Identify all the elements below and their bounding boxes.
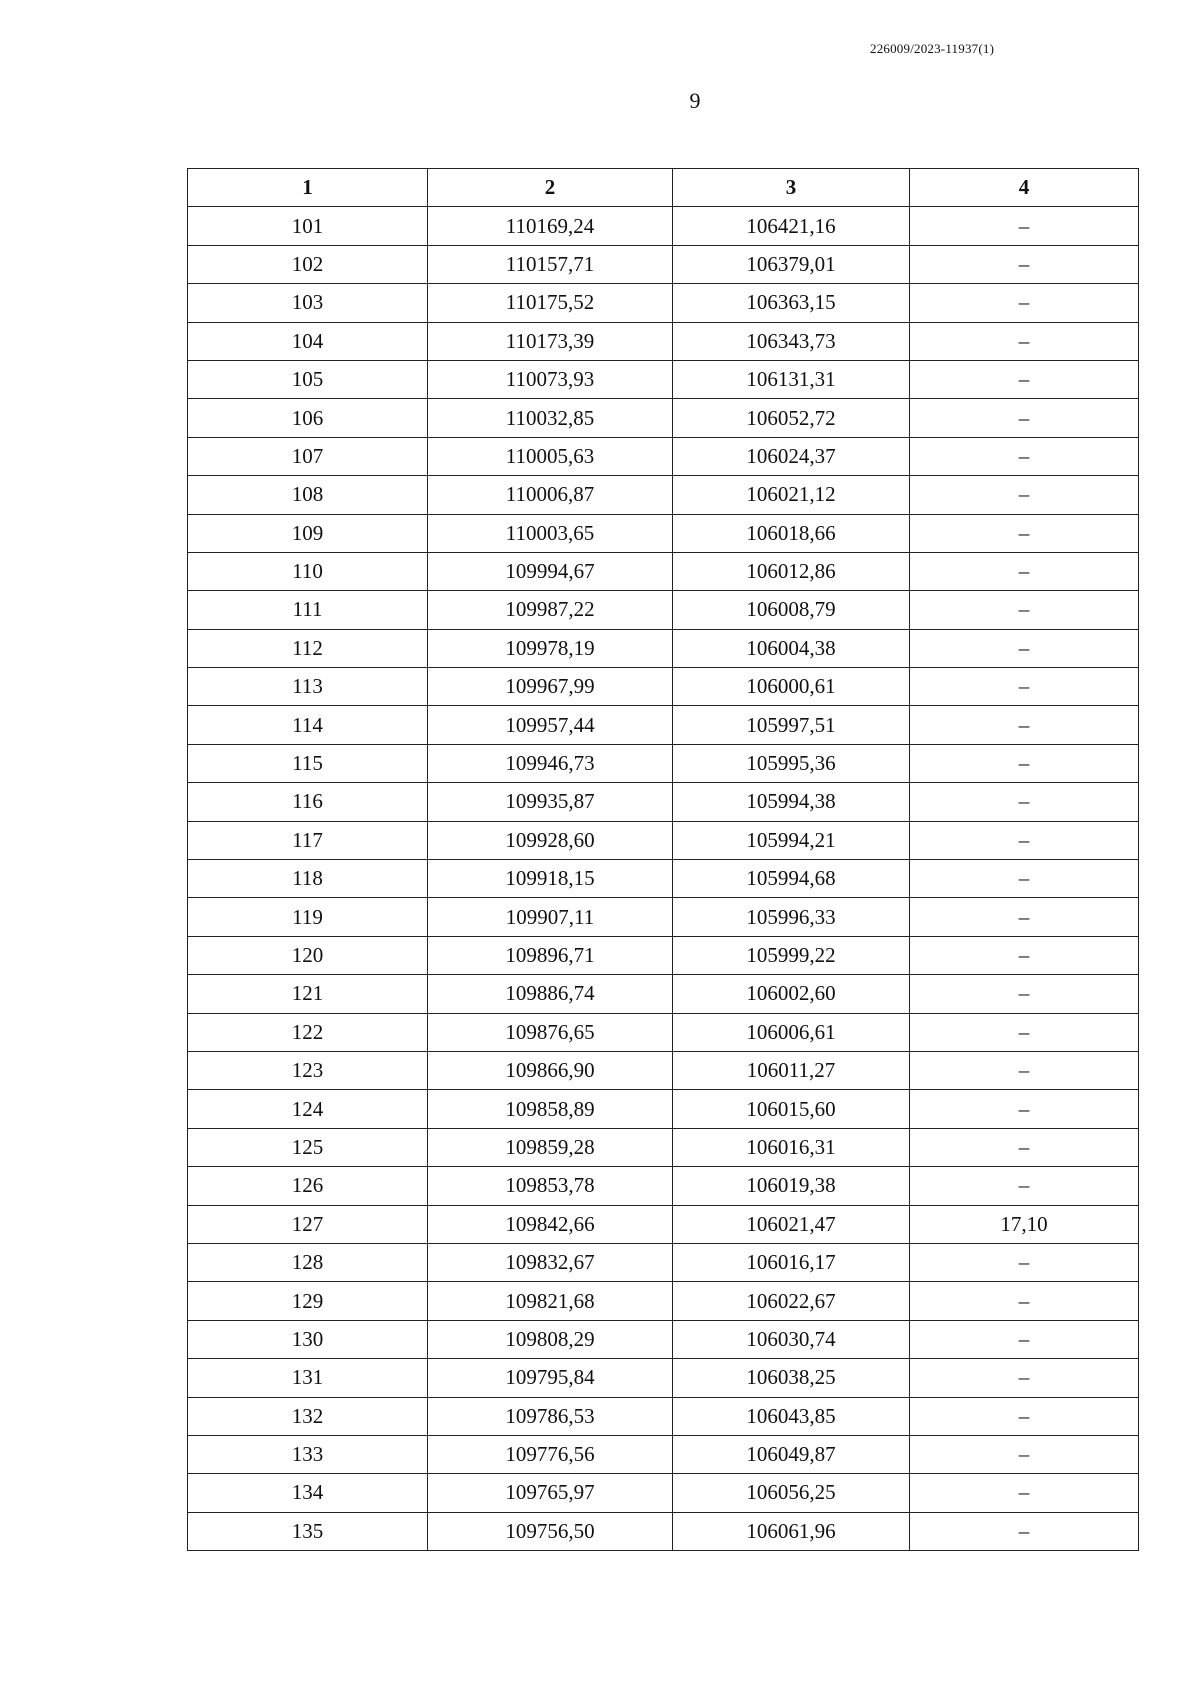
value-cell: –: [910, 1397, 1139, 1435]
coord-y-cell: 106019,38: [673, 1167, 910, 1205]
coord-x-cell: 109935,87: [428, 783, 673, 821]
value-cell: –: [910, 629, 1139, 667]
table-row: [188, 207, 1139, 245]
coord-y-cell: 105997,51: [673, 706, 910, 744]
value-cell: 17,10: [910, 1205, 1139, 1243]
value-cell: –: [910, 1474, 1139, 1512]
table-row: [188, 1397, 1139, 1435]
coord-x-cell: 109967,99: [428, 668, 673, 706]
point-number-cell: 104: [188, 322, 428, 360]
value-cell: –: [910, 360, 1139, 398]
column-header-2: 2: [428, 169, 673, 207]
coord-x-cell: 109765,97: [428, 1474, 673, 1512]
point-number-cell: 121: [188, 975, 428, 1013]
table-row: [188, 783, 1139, 821]
table-row: [188, 552, 1139, 590]
coord-y-cell: 106022,67: [673, 1282, 910, 1320]
point-number-cell: 111: [188, 591, 428, 629]
point-number-cell: 135: [188, 1512, 428, 1550]
point-number-cell: 119: [188, 898, 428, 936]
coord-y-cell: 105994,38: [673, 783, 910, 821]
value-cell: –: [910, 437, 1139, 475]
point-number-cell: 113: [188, 668, 428, 706]
table-row: [188, 322, 1139, 360]
coord-y-cell: 106363,15: [673, 284, 910, 322]
value-cell: –: [910, 284, 1139, 322]
value-cell: –: [910, 1013, 1139, 1051]
coord-x-cell: 109876,65: [428, 1013, 673, 1051]
table-row: [188, 898, 1139, 936]
value-cell: –: [910, 552, 1139, 590]
point-number-cell: 133: [188, 1435, 428, 1473]
table-row: [188, 821, 1139, 859]
coord-y-cell: 106011,27: [673, 1051, 910, 1089]
value-cell: –: [910, 936, 1139, 974]
coord-x-cell: 110173,39: [428, 322, 673, 360]
page-number: 9: [689, 88, 701, 113]
table-row: [188, 668, 1139, 706]
coord-y-cell: 106024,37: [673, 437, 910, 475]
value-cell: –: [910, 706, 1139, 744]
table-row: [188, 1205, 1139, 1243]
coord-y-cell: 106049,87: [673, 1435, 910, 1473]
table-row: [188, 514, 1139, 552]
coord-y-cell: 106421,16: [673, 207, 910, 245]
point-number-cell: 106: [188, 399, 428, 437]
point-number-cell: 129: [188, 1282, 428, 1320]
table-row: [188, 1474, 1139, 1512]
point-number-cell: 130: [188, 1320, 428, 1358]
table-row: [188, 1051, 1139, 1089]
value-cell: –: [910, 591, 1139, 629]
table-header-row: [188, 169, 1139, 207]
table-row: [188, 591, 1139, 629]
point-number-cell: 127: [188, 1205, 428, 1243]
coord-y-cell: 105994,21: [673, 821, 910, 859]
point-number-cell: 103: [188, 284, 428, 322]
coord-y-cell: 106379,01: [673, 245, 910, 283]
coord-x-cell: 109808,29: [428, 1320, 673, 1358]
coord-y-cell: 105996,33: [673, 898, 910, 936]
value-cell: –: [910, 975, 1139, 1013]
table-row: [188, 1013, 1139, 1051]
coord-x-cell: 110073,93: [428, 360, 673, 398]
value-cell: –: [910, 860, 1139, 898]
coord-y-cell: 105999,22: [673, 936, 910, 974]
coord-y-cell: 106000,61: [673, 668, 910, 706]
point-number-cell: 105: [188, 360, 428, 398]
table-row: [188, 1512, 1139, 1550]
coord-y-cell: 106030,74: [673, 1320, 910, 1358]
coord-x-cell: 110175,52: [428, 284, 673, 322]
table-row: [188, 476, 1139, 514]
coord-y-cell: 106061,96: [673, 1512, 910, 1550]
coord-y-cell: 106043,85: [673, 1397, 910, 1435]
coord-y-cell: 106343,73: [673, 322, 910, 360]
table-row: [188, 360, 1139, 398]
point-number-cell: 110: [188, 552, 428, 590]
coord-y-cell: 106021,12: [673, 476, 910, 514]
coord-x-cell: 109795,84: [428, 1359, 673, 1397]
value-cell: –: [910, 1051, 1139, 1089]
coord-x-cell: 109886,74: [428, 975, 673, 1013]
value-cell: –: [910, 1128, 1139, 1166]
coord-x-cell: 109866,90: [428, 1051, 673, 1089]
table-row: [188, 1359, 1139, 1397]
coord-x-cell: 109946,73: [428, 744, 673, 782]
point-number-cell: 126: [188, 1167, 428, 1205]
table-row: [188, 629, 1139, 667]
value-cell: –: [910, 898, 1139, 936]
coordinates-table: [187, 168, 1139, 1551]
coord-x-cell: 109832,67: [428, 1243, 673, 1281]
column-header-1: 1: [188, 169, 428, 207]
value-cell: –: [910, 744, 1139, 782]
value-cell: –: [910, 668, 1139, 706]
table-row: [188, 1282, 1139, 1320]
point-number-cell: 128: [188, 1243, 428, 1281]
table-row: [188, 1128, 1139, 1166]
coord-x-cell: 110005,63: [428, 437, 673, 475]
value-cell: –: [910, 322, 1139, 360]
coord-x-cell: 109994,67: [428, 552, 673, 590]
coord-y-cell: 105995,36: [673, 744, 910, 782]
column-header-4: 4: [910, 169, 1139, 207]
value-cell: –: [910, 399, 1139, 437]
coord-y-cell: 106052,72: [673, 399, 910, 437]
coord-y-cell: 106006,61: [673, 1013, 910, 1051]
point-number-cell: 115: [188, 744, 428, 782]
coord-x-cell: 109957,44: [428, 706, 673, 744]
coord-x-cell: 109928,60: [428, 821, 673, 859]
coord-y-cell: 106015,60: [673, 1090, 910, 1128]
point-number-cell: 122: [188, 1013, 428, 1051]
table-row: [188, 1320, 1139, 1358]
point-number-cell: 109: [188, 514, 428, 552]
point-number-cell: 120: [188, 936, 428, 974]
coord-x-cell: 109842,66: [428, 1205, 673, 1243]
coord-y-cell: 106012,86: [673, 552, 910, 590]
coord-y-cell: 106016,17: [673, 1243, 910, 1281]
value-cell: –: [910, 476, 1139, 514]
coord-x-cell: 110169,24: [428, 207, 673, 245]
table-row: [188, 1435, 1139, 1473]
coord-x-cell: 109918,15: [428, 860, 673, 898]
coord-x-cell: 110003,65: [428, 514, 673, 552]
point-number-cell: 117: [188, 821, 428, 859]
coord-x-cell: 109896,71: [428, 936, 673, 974]
point-number-cell: 131: [188, 1359, 428, 1397]
coord-y-cell: 106131,31: [673, 360, 910, 398]
coord-x-cell: 110006,87: [428, 476, 673, 514]
coord-x-cell: 109821,68: [428, 1282, 673, 1320]
table-row: [188, 936, 1139, 974]
table-row: [188, 399, 1139, 437]
point-number-cell: 102: [188, 245, 428, 283]
table-row: [188, 860, 1139, 898]
coord-x-cell: 110157,71: [428, 245, 673, 283]
point-number-cell: 114: [188, 706, 428, 744]
point-number-cell: 118: [188, 860, 428, 898]
coord-y-cell: 106018,66: [673, 514, 910, 552]
point-number-cell: 101: [188, 207, 428, 245]
table-row: [188, 975, 1139, 1013]
value-cell: –: [910, 514, 1139, 552]
value-cell: –: [910, 783, 1139, 821]
document-id: 226009/2023-11937(1): [870, 41, 995, 56]
coord-x-cell: 110032,85: [428, 399, 673, 437]
coord-y-cell: 105994,68: [673, 860, 910, 898]
coord-x-cell: 109987,22: [428, 591, 673, 629]
coord-x-cell: 109858,89: [428, 1090, 673, 1128]
coord-y-cell: 106016,31: [673, 1128, 910, 1166]
column-header-3: 3: [673, 169, 910, 207]
value-cell: –: [910, 821, 1139, 859]
table-row: [188, 1243, 1139, 1281]
point-number-cell: 112: [188, 629, 428, 667]
point-number-cell: 108: [188, 476, 428, 514]
coord-y-cell: 106004,38: [673, 629, 910, 667]
value-cell: –: [910, 1435, 1139, 1473]
value-cell: –: [910, 207, 1139, 245]
value-cell: –: [910, 1243, 1139, 1281]
value-cell: –: [910, 245, 1139, 283]
coord-y-cell: 106008,79: [673, 591, 910, 629]
table-row: [188, 284, 1139, 322]
coord-y-cell: 106056,25: [673, 1474, 910, 1512]
coord-x-cell: 109853,78: [428, 1167, 673, 1205]
value-cell: –: [910, 1090, 1139, 1128]
point-number-cell: 134: [188, 1474, 428, 1512]
coord-x-cell: 109907,11: [428, 898, 673, 936]
value-cell: –: [910, 1359, 1139, 1397]
table-row: [188, 744, 1139, 782]
table-row: [188, 437, 1139, 475]
point-number-cell: 124: [188, 1090, 428, 1128]
point-number-cell: 123: [188, 1051, 428, 1089]
point-number-cell: 107: [188, 437, 428, 475]
coord-y-cell: 106038,25: [673, 1359, 910, 1397]
coord-x-cell: 109786,53: [428, 1397, 673, 1435]
point-number-cell: 116: [188, 783, 428, 821]
coord-y-cell: 106002,60: [673, 975, 910, 1013]
coord-x-cell: 109859,28: [428, 1128, 673, 1166]
coord-x-cell: 109776,56: [428, 1435, 673, 1473]
coord-x-cell: 109756,50: [428, 1512, 673, 1550]
coord-x-cell: 109978,19: [428, 629, 673, 667]
value-cell: –: [910, 1282, 1139, 1320]
value-cell: –: [910, 1167, 1139, 1205]
table-row: [188, 245, 1139, 283]
table-row: [188, 1167, 1139, 1205]
table-row: [188, 1090, 1139, 1128]
table-row: [188, 706, 1139, 744]
value-cell: –: [910, 1320, 1139, 1358]
value-cell: –: [910, 1512, 1139, 1550]
point-number-cell: 132: [188, 1397, 428, 1435]
point-number-cell: 125: [188, 1128, 428, 1166]
table-body: [188, 207, 1139, 1551]
coord-y-cell: 106021,47: [673, 1205, 910, 1243]
